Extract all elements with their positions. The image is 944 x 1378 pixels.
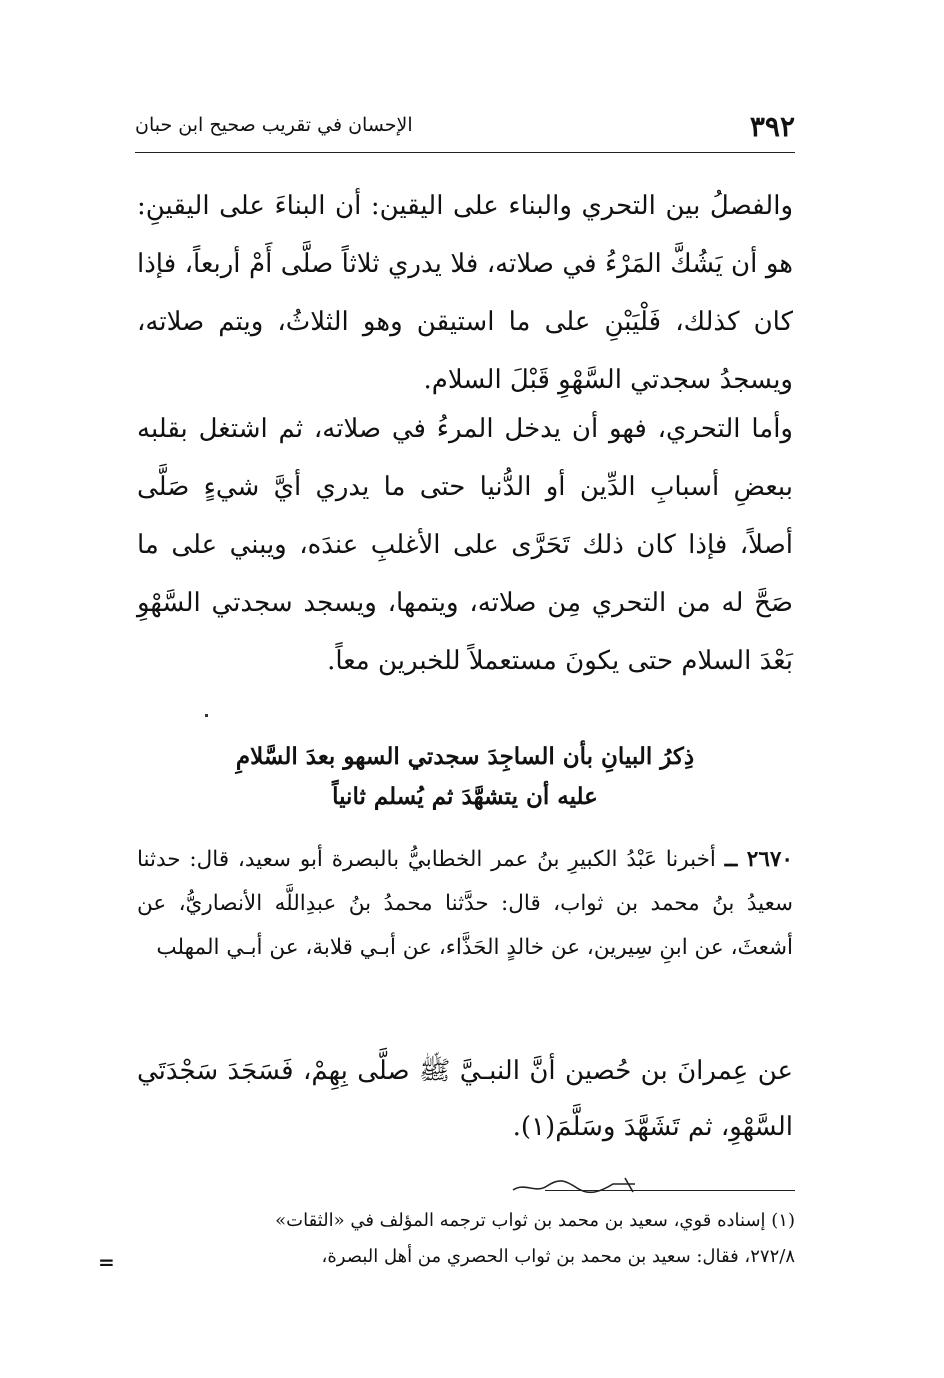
footnotes xyxy=(115,1203,795,1275)
header-rule xyxy=(135,152,795,153)
page-header xyxy=(135,110,795,144)
paragraph-explanation-taharri: وأما التحري، فهو أن يدخل المرءُ في صلاته، ثم اشتغل بقلبه ببعضِ أسبابِ الدِّين أو الدُّنيا حتى ما يدري أيَّ شيءٍ صَلَّى أصلاً، فإذا كان ذلك تَحَرَّى على الأغلبِ عندَه، ويبني على ما صَحَّ له من التحري مِن صلاته، ويتمها، ويسجد سجدتي السَّهْوِ بَعْدَ السلام حتى يكونَ مستعملاً للخبرين معاً. xyxy=(137,414,793,676)
page-number: ٣٩٢ xyxy=(749,110,795,143)
hadith-matn: عن عِمرانَ بن حُصين أنَّ النبـيَّ ﷺ صلَّى بِهِمْ، فَسَجَدَ سَجْدَتَي السَّهْوِ، ثم تَشَهَّدَ وسَلَّمَ(١). xyxy=(137,1056,793,1142)
running-title: الإحسان في تقريب صحيح ابن حبان xyxy=(135,114,413,136)
paragraph-explanation-binaa: والفصلُ بين التحري والبناء على اليقين: أن البناءَ على اليقينِ: هو أن يَشُكَّ المَرْءُ في صلاته، فلا يدري ثلاثاً صلَّى أَمْ أربعاً، فإذا كان كذلك، فَلْيَبْنِ على ما استيقن وهو الثلاثُ، ويتم صلاته، ويسجدُ سجدتي السَّهْوِ قَبْلَ السلام. xyxy=(137,191,793,395)
chapter-heading-line1: ذِكرُ البيانِ بأن الساجِدَ سجدتي السهو بعدَ السَّلامِ xyxy=(235,743,695,770)
footnote-line: ٢٧٢/٨، فقال: سعيد بن محمد بن ثواب الحصري من أهل البصرة، xyxy=(321,1246,795,1267)
handwritten-annotation xyxy=(505,1172,645,1198)
hadith-number: ٢٦٧٠ ــ xyxy=(724,847,793,872)
isnad-text: أخبرنا عَبْدُ الكبيرِ بنُ عمر الخطابيُّ بالبصرة أبو سعيد، قال: حدثنا سعيدُ بنُ محمد بن ثواب، قال: حدَّثنا محمدُ بنُ عبدِاللَّه الأنصاريُّ، عن أشعثَ، عن ابنِ سِيرين، عن خالدٍ الحَذَّاء، عن أبـي قلابة، عن أبـي المهلب xyxy=(137,847,793,960)
hadith-isnad xyxy=(137,838,793,970)
chapter-heading-line2: عليه أن يتشهَّدَ ثم يُسلم ثانياً xyxy=(332,783,598,810)
stray-mark xyxy=(205,714,208,717)
footnote-separator xyxy=(545,1190,795,1191)
continuation-mark: = xyxy=(98,1250,115,1274)
footnote-line: (١) إسناده قوي، سعيد بن محمد بن ثواب ترجمه المؤلف في «الثقات» xyxy=(275,1210,795,1231)
